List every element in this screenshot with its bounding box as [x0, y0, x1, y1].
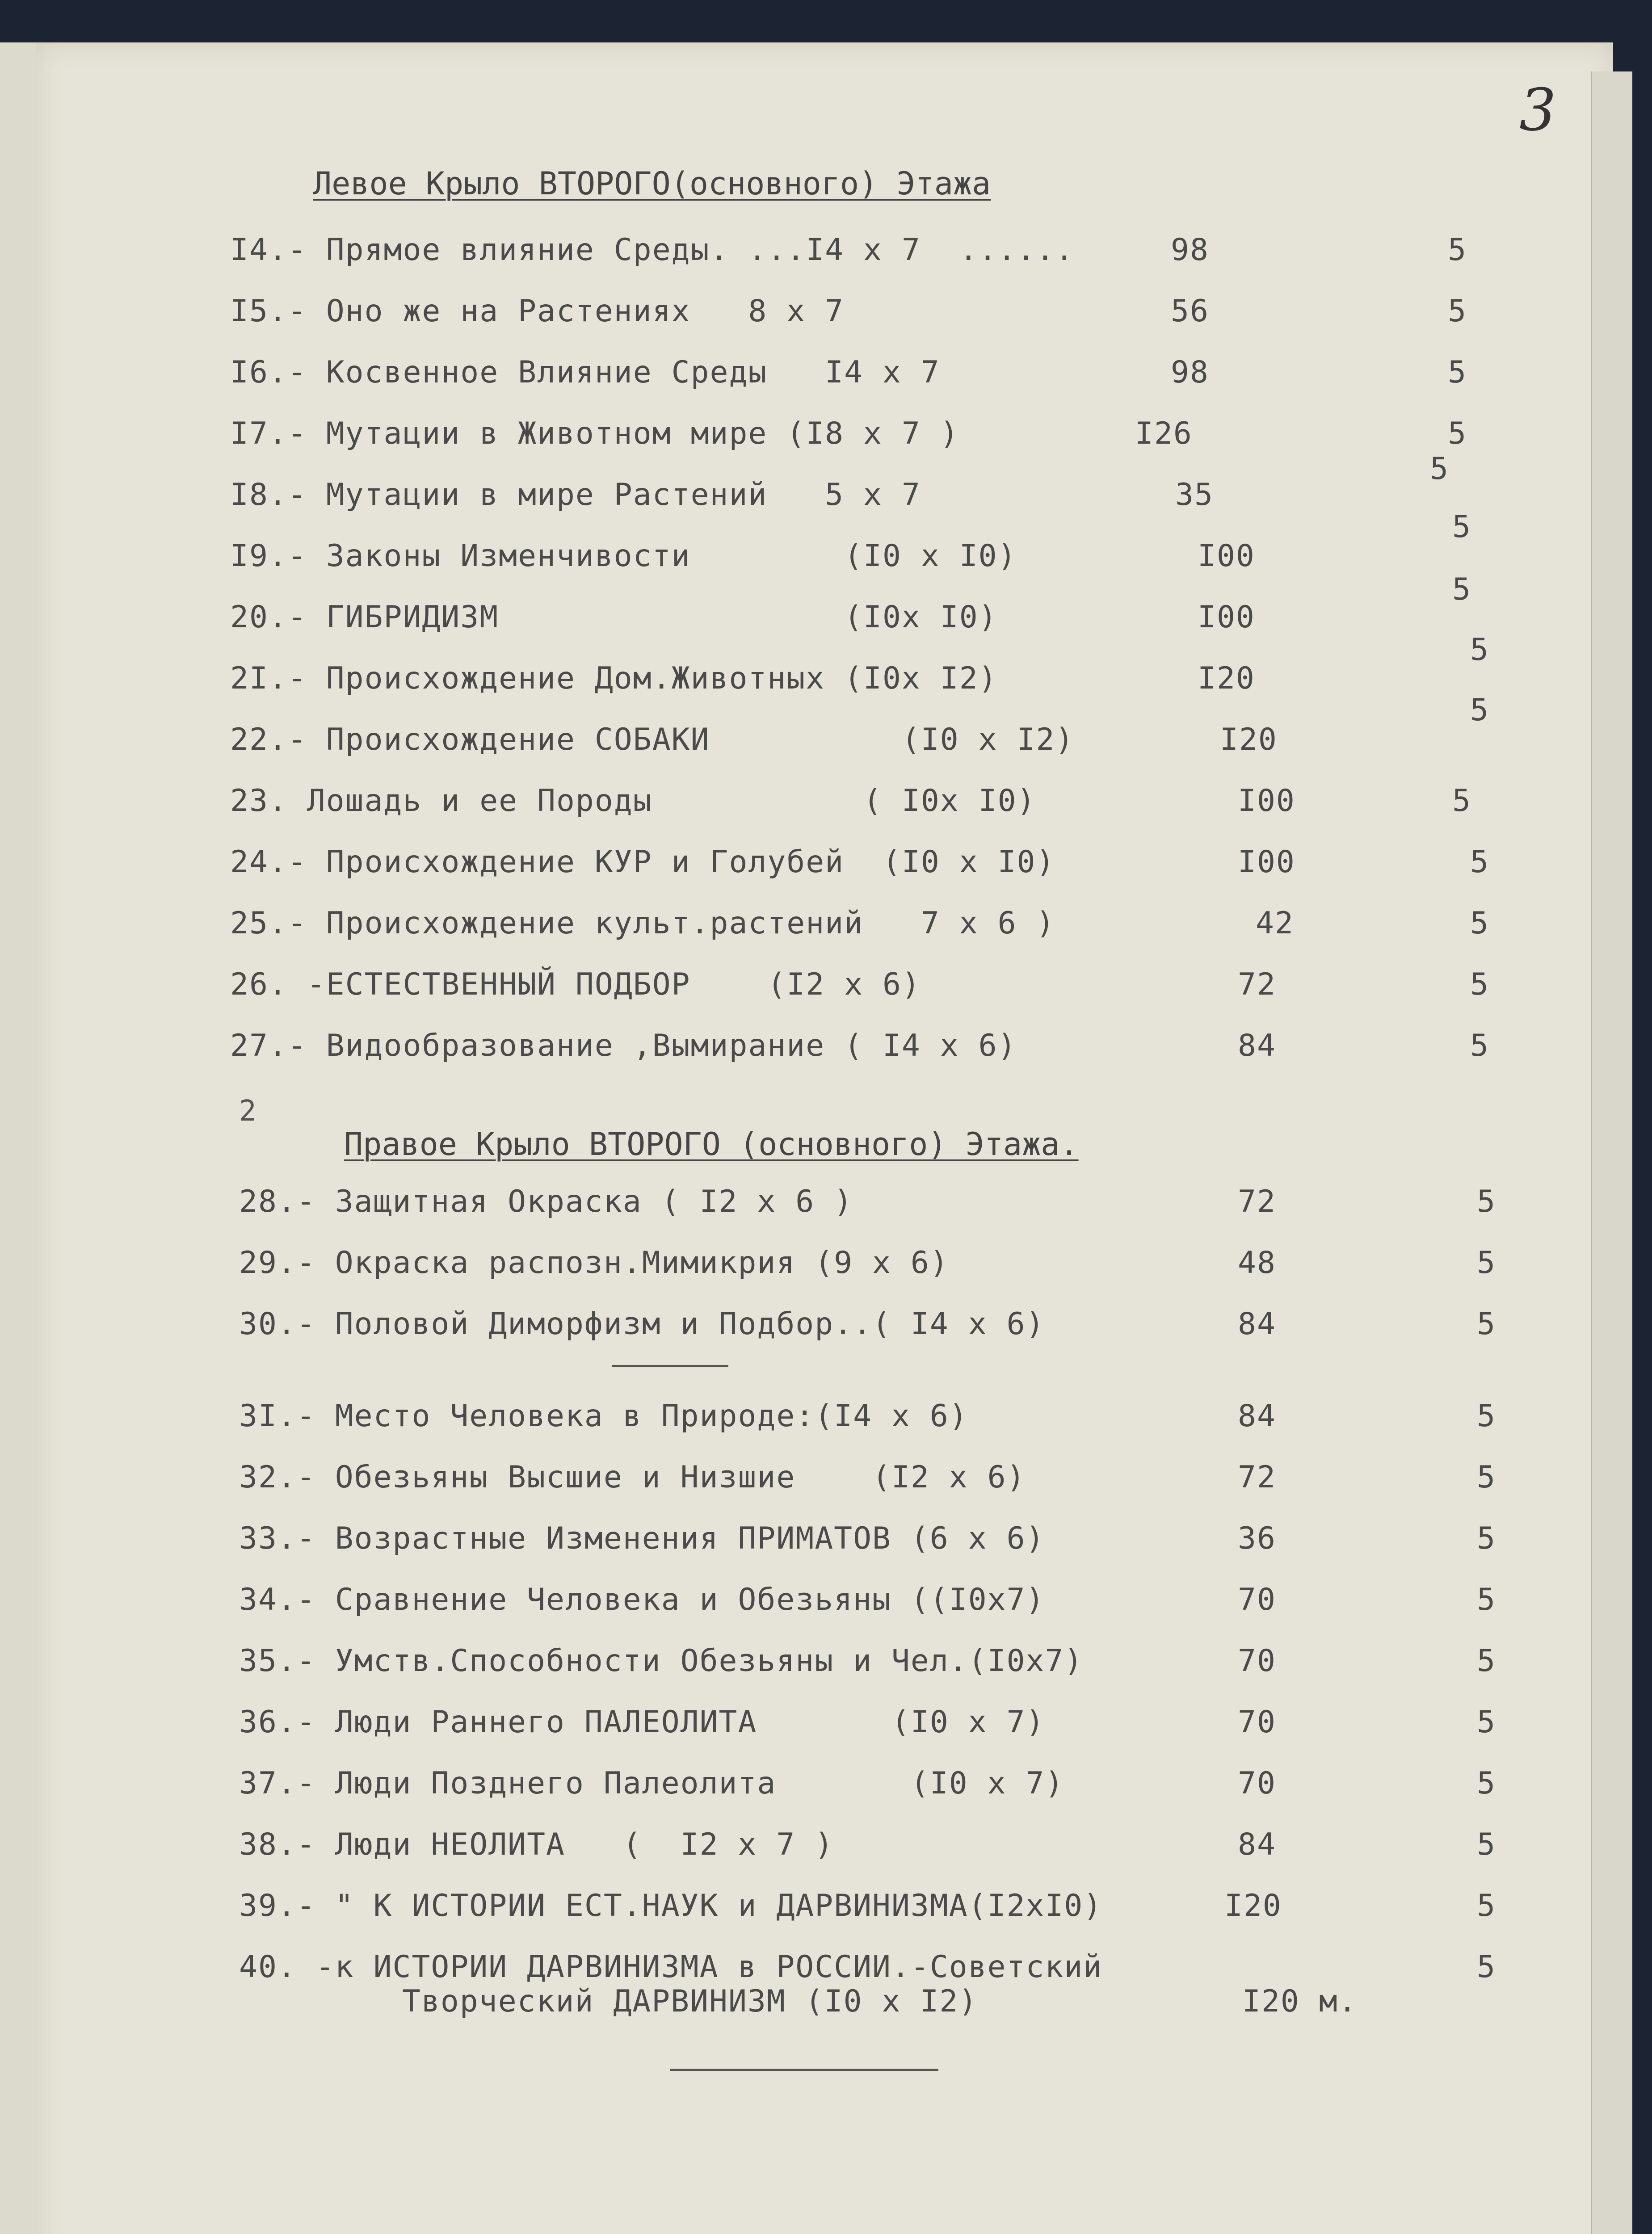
item-count: 5: [1477, 1184, 1496, 1219]
item-count: 5: [1470, 844, 1489, 880]
item-value: 98: [1171, 232, 1209, 268]
list-item: 32.- Обезьяны Высшие и Низшие (I2 х 6): [239, 1460, 1026, 1495]
item-count: 5: [1477, 1643, 1496, 1679]
item-count: 5: [1477, 1827, 1496, 1862]
item-count: 5: [1477, 1705, 1496, 1740]
list-item: 36.- Люди Раннего ПАЛЕОЛИТА (I0 х 7): [239, 1705, 1045, 1740]
page-edge: [1591, 71, 1632, 2234]
list-item: I8.- Мутации в мире Растений 5 х 7: [230, 477, 921, 512]
section-heading-right-wing: Правое Крыло ВТОРОГО (основного) Этажа.: [344, 1126, 1079, 1163]
item-count: 5: [1452, 509, 1471, 545]
item-value: 42: [1256, 906, 1294, 941]
list-item: 27.- Видообразование ,Вымирание ( I4 х 6): [230, 1028, 1017, 1063]
item-count: 5: [1430, 451, 1449, 487]
item-count: 5: [1470, 967, 1489, 1002]
item-value: 84: [1238, 1827, 1276, 1862]
page-number: 3: [1519, 76, 1556, 144]
item-count: 5: [1477, 1521, 1496, 1556]
item-value: I20: [1220, 722, 1278, 757]
item-value: 70: [1238, 1582, 1276, 1617]
item-count: 5: [1448, 416, 1467, 451]
list-item: I6.- Косвенное Влияние Среды I4 х 7: [230, 355, 940, 390]
item-value: 70: [1238, 1766, 1276, 1801]
item-count: 5: [1452, 572, 1471, 607]
item-value: 35: [1175, 477, 1214, 512]
item-count: 5: [1448, 232, 1467, 268]
list-item: I7.- Мутации в Животном мире (I8 х 7 ): [230, 416, 959, 451]
list-item: 33.- Возрастные Изменения ПРИМАТОВ (6 х 6): [239, 1521, 1045, 1556]
item-value: I00: [1238, 783, 1295, 819]
list-item: 2I.- Происхождение Дом.Животных (I0х I2): [230, 661, 998, 696]
divider: [612, 1365, 728, 1367]
item-count: 5: [1477, 1949, 1496, 1985]
item-value: 70: [1238, 1705, 1276, 1740]
list-item: 25.- Происхождение культ.растений 7 х 6 ): [230, 906, 1055, 941]
binding-fold: [0, 42, 37, 2234]
margin-mark: 2: [239, 1095, 256, 1128]
item-value: I20: [1224, 1888, 1282, 1923]
item-count: 5: [1452, 783, 1471, 819]
list-item: 23. Лошадь и ее Породы ( I0х I0): [230, 783, 1036, 819]
item-value: I00: [1198, 538, 1255, 574]
item-count: 5: [1470, 632, 1489, 668]
list-item: I9.- Законы Изменчивости (I0 х I0): [230, 538, 1017, 574]
item-value: 72: [1238, 1460, 1276, 1495]
item-value: I00: [1198, 600, 1255, 635]
item-value: 84: [1238, 1306, 1276, 1342]
item-value: 56: [1171, 294, 1209, 329]
list-item: 30.- Половой Диморфизм и Подбор..( I4 х 6): [239, 1306, 1045, 1342]
item-count: 5: [1477, 1306, 1496, 1342]
list-item: 40. -к ИСТОРИИ ДАРВИНИЗМА в РОССИИ.-Советский: [239, 1949, 1103, 1985]
list-item: 34.- Сравнение Человека и Обезьяны ((I0х7): [239, 1582, 1045, 1617]
list-item: I5.- Оно же на Растениях 8 х 7: [230, 294, 845, 329]
list-item: 3I.- Место Человека в Природе:(I4 х 6): [239, 1398, 968, 1434]
item-count: 5: [1477, 1888, 1496, 1923]
item-count: 5: [1477, 1245, 1496, 1281]
item-value: 72: [1238, 967, 1276, 1002]
list-item: 20.- ГИБРИДИЗМ (I0х I0): [230, 600, 998, 635]
item-value: 84: [1238, 1398, 1276, 1434]
list-item: 28.- Защитная Окраска ( I2 х 6 ): [239, 1184, 853, 1219]
item-value: I20 м.: [1242, 1984, 1358, 2019]
list-item-continuation: Творческий ДАРВИНИЗМ (I0 х I2): [402, 1984, 978, 2019]
list-item: 39.- " К ИСТОРИИ ЕСТ.НАУК и ДАРВИНИЗМА(I2хI0): [239, 1888, 1103, 1923]
list-item: 37.- Люди Позднего Палеолита (I0 х 7): [239, 1766, 1064, 1801]
list-item: 26. -ЕСТЕСТВЕННЫЙ ПОДБОР (I2 х 6): [230, 967, 921, 1002]
item-count: 5: [1477, 1398, 1496, 1434]
item-value: 36: [1238, 1521, 1276, 1556]
item-value: 48: [1238, 1245, 1276, 1281]
section-heading-left-wing: Левое Крыло ВТОРОГО(основного) Этажа: [313, 165, 991, 202]
list-item: I4.- Прямое влияние Среды. ...I4 х 7 ......: [230, 232, 1075, 268]
item-value: 84: [1238, 1028, 1276, 1063]
bottom-divider: [670, 2069, 938, 2071]
item-count: 5: [1470, 693, 1489, 728]
item-count: 5: [1477, 1582, 1496, 1617]
item-value: I20: [1198, 661, 1255, 696]
item-count: 5: [1448, 294, 1467, 329]
item-count: 5: [1477, 1460, 1496, 1495]
item-value: 98: [1171, 355, 1209, 390]
item-value: 70: [1238, 1643, 1276, 1679]
item-count: 5: [1470, 1028, 1489, 1063]
item-count: 5: [1477, 1766, 1496, 1801]
list-item: 24.- Происхождение КУР и Голубей (I0 х I0): [230, 844, 1055, 880]
list-item: 38.- Люди НЕОЛИТА ( I2 х 7 ): [239, 1827, 834, 1862]
list-item: 29.- Окраска распозн.Мимикрия (9 х 6): [239, 1245, 949, 1281]
item-count: 5: [1470, 906, 1489, 941]
item-value: I26: [1135, 416, 1193, 451]
list-item: 22.- Происхождение СОБАКИ (I0 х I2): [230, 722, 1075, 757]
item-value: I00: [1238, 844, 1295, 880]
list-item: 35.- Умств.Способности Обезьяны и Чел.(I0х7): [239, 1643, 1084, 1679]
item-count: 5: [1448, 355, 1467, 390]
item-value: 72: [1238, 1184, 1276, 1219]
